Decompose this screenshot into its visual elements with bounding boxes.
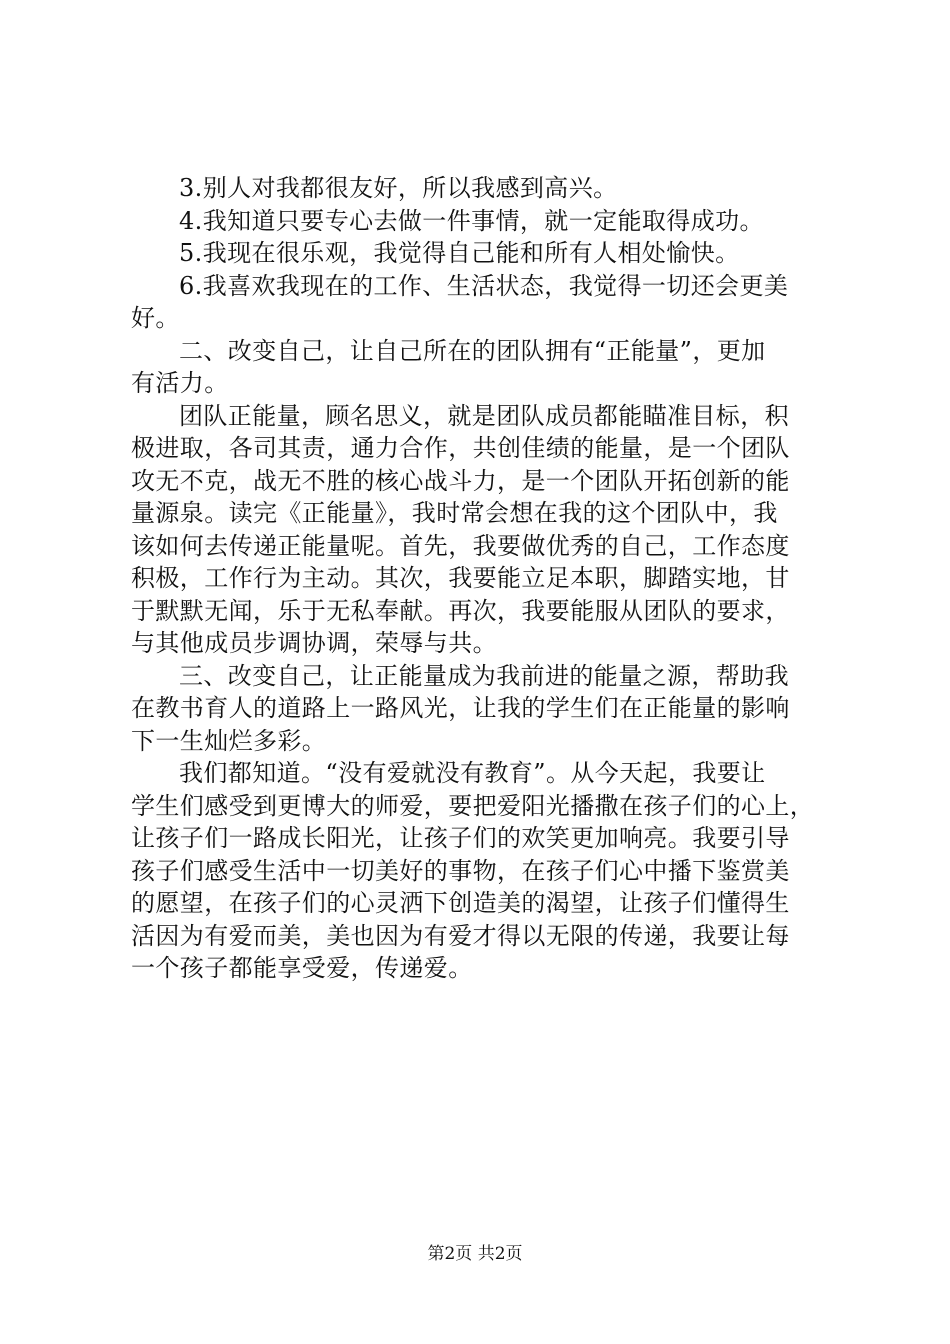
text-line: 有活力。: [131, 369, 229, 397]
text-line: 量源泉。读完《正能量》，我时常会想在我的这个团队中，我: [131, 499, 778, 527]
text-line: 于默默无闻，乐于无私奉献。再次，我要能服从团队的要求，: [131, 596, 790, 625]
text-line: 该如何去传递正能量呢。首先，我要做优秀的自己，工作态度: [131, 531, 790, 560]
text-line: 让孩子们一路成长阳光，让孩子们的欢笑更加响亮。我要引导: [131, 824, 790, 852]
document-body: [131, 172, 831, 985]
text-line: 学生们感受到更博大的师爱，要把爱阳光播撒在孩子们的心上，: [131, 791, 815, 820]
text-line: 孩子们感受生活中一切美好的事物，在孩子们心中播下鉴赏美: [131, 856, 790, 885]
text-line: 6.我喜欢我现在的工作、生活状态，我觉得一切还会更美: [179, 271, 789, 300]
text-line: 5.我现在很乐观，我觉得自己能和所有人相处愉快。: [179, 239, 740, 267]
text-line: 下一生灿烂多彩。: [131, 726, 327, 755]
text-line: 极进取，各司其责，通力合作，共创佳绩的能量，是一个团队: [131, 434, 790, 462]
text-line: 与其他成员步调协调，荣辱与共。: [131, 629, 497, 657]
text-line: 3.别人对我都很友好，所以我感到高兴。: [179, 174, 618, 202]
text-line: 在教书育人的道路上一路风光，让我的学生们在正能量的影响: [131, 694, 790, 722]
text-line: 好。: [131, 304, 180, 332]
text-line: 三、改变自己，让正能量成为我前进的能量之源，帮助我: [179, 661, 789, 690]
text-line: 的愿望，在孩子们的心灵洒下创造美的渴望，让孩子们懂得生: [131, 889, 790, 917]
text-line: 一个孩子都能享受爱，传递爱。: [131, 954, 473, 982]
text-line: 团队正能量，顾名思义，就是团队成员都能瞄准目标，积: [179, 401, 789, 430]
text-line: 攻无不克，战无不胜的核心战斗力，是一个团队开拓创新的能: [131, 466, 790, 495]
text-line: 活因为有爱而美，美也因为有爱才得以无限的传递，我要让每: [131, 921, 790, 950]
text-line: 二、改变自己，让自己所在的团队拥有“正能量”，更加: [179, 336, 766, 365]
text-line: 积极，工作行为主动。其次，我要能立足本职，脚踏实地，甘: [131, 564, 790, 592]
page-footer: 第2页 共2页: [427, 1244, 523, 1264]
text-line: 我们都知道。“没有爱就没有教育”。从今天起，我要让: [179, 759, 766, 787]
text-line: 4.我知道只要专心去做一件事情，就一定能取得成功。: [179, 206, 764, 235]
